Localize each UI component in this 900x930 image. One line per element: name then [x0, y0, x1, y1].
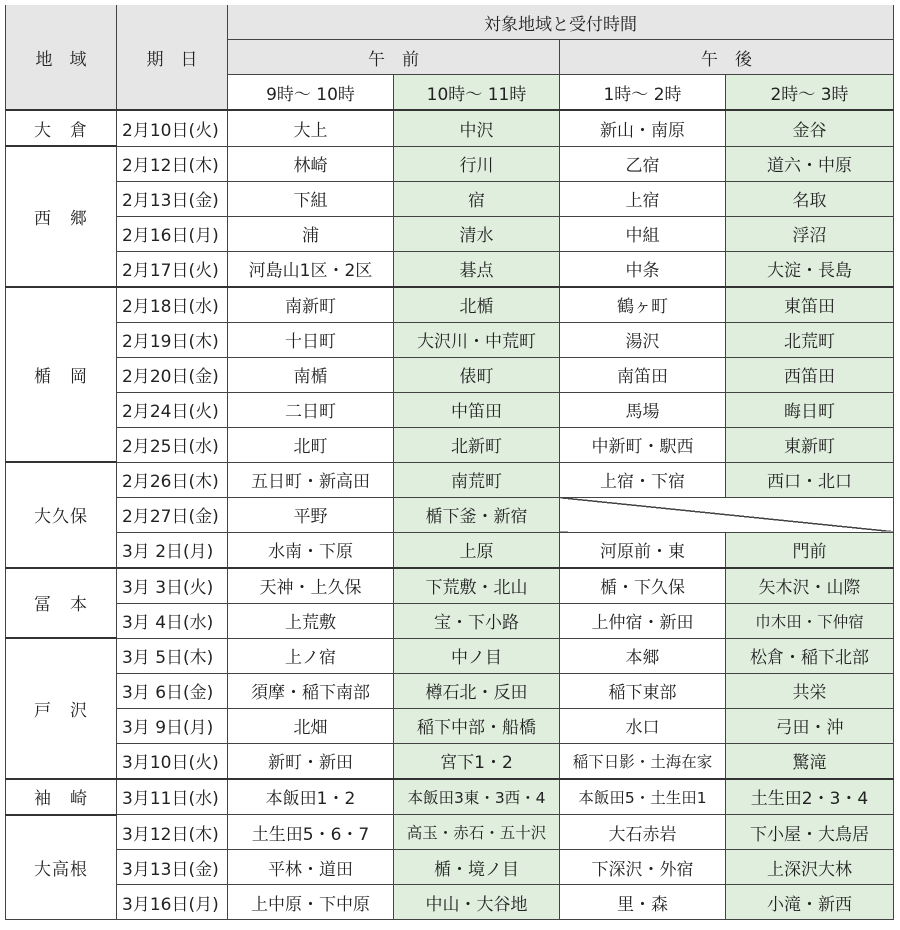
date-cell: 2月17日(火) — [117, 251, 228, 287]
date-cell: 3月12日(木) — [117, 815, 228, 850]
table-row — [6, 568, 894, 604]
table-row — [6, 779, 894, 815]
table-row — [6, 181, 894, 216]
date-cell: 3月 5日(木) — [117, 638, 228, 673]
slot-am2: 北新町 — [394, 427, 560, 462]
slot-am2: 碁点 — [394, 251, 560, 287]
slot-pm2: 松倉・稲下北部 — [726, 638, 894, 673]
table-row — [6, 743, 894, 779]
slot-am1: 上中原・下中原 — [228, 885, 394, 920]
slot-am1: 上ノ宿 — [228, 638, 394, 673]
slot-pm2: 土生田2・3・4 — [726, 779, 894, 815]
slot-am2: 宮下1・2 — [394, 743, 560, 779]
area-tateoka: 楯 岡 — [6, 287, 117, 463]
table-row — [6, 427, 894, 462]
table-row — [6, 216, 894, 251]
slot-pm2: 共栄 — [726, 673, 894, 708]
slot-pm1: 鶴ヶ町 — [560, 287, 726, 323]
date-cell: 2月26日(木) — [117, 462, 228, 497]
slot-am1: 新町・新田 — [228, 743, 394, 779]
slot-am1: 須摩・稲下南部 — [228, 673, 394, 708]
area-otakane: 大高根 — [6, 815, 117, 920]
slot-pm1: 里・森 — [560, 885, 726, 920]
slot-am2: 楯下釜・新宿 — [394, 497, 560, 532]
slot-pm2: 門前 — [726, 532, 894, 568]
date-cell: 2月24日(火) — [117, 392, 228, 427]
slot-pm1: 下深沢・外宿 — [560, 850, 726, 885]
date-cell: 3月13日(金) — [117, 850, 228, 885]
slot-am1: 上荒敷 — [228, 603, 394, 638]
slot-pm1: 中新町・駅西 — [560, 427, 726, 462]
slot-am1: 本飯田1・2 — [228, 779, 394, 815]
date-cell: 3月 2日(月) — [117, 532, 228, 568]
table-row — [6, 532, 894, 568]
slot-pm2: 矢木沢・山際 — [726, 568, 894, 604]
table-row — [6, 497, 894, 532]
table-row — [6, 462, 894, 497]
area-okura: 大 倉 — [6, 110, 117, 146]
slot-pm2: 巾木田・下仲宿 — [726, 603, 894, 638]
slot-am2: 稲下中部・船橋 — [394, 708, 560, 743]
slot-am1: 五日町・新高田 — [228, 462, 394, 497]
slot-pm2: 上深沢大林 — [726, 850, 894, 885]
table-row — [6, 850, 894, 885]
slot-pm2: 小滝・新西 — [726, 885, 894, 920]
slot-am2: 樽石北・反田 — [394, 673, 560, 708]
slot-pm1: 大石赤岩 — [560, 815, 726, 850]
slot-am1: 北町 — [228, 427, 394, 462]
header-time-4: 2時～ 3時 — [726, 75, 894, 111]
date-cell: 2月18日(水) — [117, 287, 228, 323]
slot-pm2: 名取 — [726, 181, 894, 216]
slot-am2: 下荒敷・北山 — [394, 568, 560, 604]
date-cell: 2月27日(金) — [117, 497, 228, 532]
table-row — [6, 638, 894, 673]
slot-pm1: 馬場 — [560, 392, 726, 427]
table-row — [6, 110, 894, 146]
slot-pm1: 上宿 — [560, 181, 726, 216]
date-cell: 3月 3日(火) — [117, 568, 228, 604]
slot-am1: 河島山1区・2区 — [228, 251, 394, 287]
slot-am1: 二日町 — [228, 392, 394, 427]
slot-am1: 平林・道田 — [228, 850, 394, 885]
slot-pm2: 東新町 — [726, 427, 894, 462]
slot-am1: 南新町 — [228, 287, 394, 323]
slot-pm2: 下小屋・大鳥居 — [726, 815, 894, 850]
slot-am1: 下組 — [228, 181, 394, 216]
slot-pm1: 本飯田5・土生田1 — [560, 779, 726, 815]
slot-am2: 楯・境ノ目 — [394, 850, 560, 885]
date-cell: 2月19日(木) — [117, 322, 228, 357]
slot-pm1: 河原前・東 — [560, 532, 726, 568]
header-area: 地 域 — [6, 5, 117, 110]
table-row — [6, 392, 894, 427]
slot-am1: 土生田5・6・7 — [228, 815, 394, 850]
date-cell: 3月10日(火) — [117, 743, 228, 779]
slot-am2: 中ノ目 — [394, 638, 560, 673]
date-cell: 2月12日(木) — [117, 146, 228, 181]
area-saigo: 西 郷 — [6, 146, 117, 287]
table-row — [6, 885, 894, 920]
date-cell: 3月 9日(月) — [117, 708, 228, 743]
slot-pm1: 乙宿 — [560, 146, 726, 181]
slot-pm2: 東笛田 — [726, 287, 894, 323]
slot-pm1: 楯・下久保 — [560, 568, 726, 604]
no-pm-slot-diagonal — [560, 497, 894, 532]
slot-am2: 南荒町 — [394, 462, 560, 497]
table-row — [6, 815, 894, 850]
table-row — [6, 251, 894, 287]
header-target-areas-times: 対象地域と受付時間 — [228, 5, 894, 40]
slot-pm1: 新山・南原 — [560, 110, 726, 146]
slot-pm2: 西笛田 — [726, 357, 894, 392]
slot-am2: 北楯 — [394, 287, 560, 323]
header-time-1: 9時～ 10時 — [228, 75, 394, 111]
slot-am2: 行川 — [394, 146, 560, 181]
date-cell: 2月13日(金) — [117, 181, 228, 216]
slot-pm1: 上宿・下宿 — [560, 462, 726, 497]
header-time-3: 1時～ 2時 — [560, 75, 726, 111]
slot-pm1: 湯沢 — [560, 322, 726, 357]
table-row — [6, 322, 894, 357]
slot-am1: 水南・下原 — [228, 532, 394, 568]
area-tozawa: 戸 沢 — [6, 638, 117, 779]
date-cell: 2月20日(金) — [117, 357, 228, 392]
slot-am1: 林崎 — [228, 146, 394, 181]
table-row — [6, 146, 894, 181]
slot-am1: 北畑 — [228, 708, 394, 743]
slot-am1: 十日町 — [228, 322, 394, 357]
date-cell: 2月25日(水) — [117, 427, 228, 462]
area-tomimoto: 冨 本 — [6, 568, 117, 639]
slot-pm2: 晦日町 — [726, 392, 894, 427]
slot-pm1: 稲下日影・土海在家 — [560, 743, 726, 779]
date-cell: 3月 4日(水) — [117, 603, 228, 638]
slot-am1: 平野 — [228, 497, 394, 532]
header-pm: 午 後 — [560, 40, 894, 75]
slot-pm2: 弓田・沖 — [726, 708, 894, 743]
date-cell: 2月10日(火) — [117, 110, 228, 146]
slot-am2: 大沢川・中荒町 — [394, 322, 560, 357]
table-row — [6, 287, 894, 323]
slot-am2: 宿 — [394, 181, 560, 216]
slot-am2: 俵町 — [394, 357, 560, 392]
slot-pm1: 本郷 — [560, 638, 726, 673]
slot-am2: 清水 — [394, 216, 560, 251]
slot-am2: 中山・大谷地 — [394, 885, 560, 920]
date-cell: 3月 6日(金) — [117, 673, 228, 708]
slot-pm1: 稲下東部 — [560, 673, 726, 708]
slot-pm2: 北荒町 — [726, 322, 894, 357]
slot-pm2: 西口・北口 — [726, 462, 894, 497]
slot-am2: 本飯田3東・3西・4 — [394, 779, 560, 815]
slot-pm1: 上仲宿・新田 — [560, 603, 726, 638]
slot-pm1: 南笛田 — [560, 357, 726, 392]
table-row — [6, 708, 894, 743]
header-date: 期 日 — [117, 5, 228, 110]
table-row — [6, 357, 894, 392]
slot-am1: 南楯 — [228, 357, 394, 392]
slot-pm2: 浮沼 — [726, 216, 894, 251]
area-sodesaki: 袖 崎 — [6, 779, 117, 815]
date-cell: 3月11日(水) — [117, 779, 228, 815]
schedule-table — [5, 5, 894, 920]
slot-am2: 中沢 — [394, 110, 560, 146]
header-am: 午 前 — [228, 40, 560, 75]
slot-pm2: 道六・中原 — [726, 146, 894, 181]
slot-am1: 天神・上久保 — [228, 568, 394, 604]
slot-pm1: 水口 — [560, 708, 726, 743]
header-time-2: 10時～ 11時 — [394, 75, 560, 111]
slot-pm1: 中条 — [560, 251, 726, 287]
table-row — [6, 673, 894, 708]
slot-am1: 大上 — [228, 110, 394, 146]
slot-pm2: 大淀・長島 — [726, 251, 894, 287]
table-row — [6, 603, 894, 638]
area-okubo: 大久保 — [6, 462, 117, 568]
slot-pm1: 中組 — [560, 216, 726, 251]
slot-am1: 浦 — [228, 216, 394, 251]
slot-pm2: 驚滝 — [726, 743, 894, 779]
date-cell: 3月16日(月) — [117, 885, 228, 920]
slot-am2: 宝・下小路 — [394, 603, 560, 638]
date-cell: 2月16日(月) — [117, 216, 228, 251]
slot-am2: 中笛田 — [394, 392, 560, 427]
slot-pm2: 金谷 — [726, 110, 894, 146]
slot-am2: 上原 — [394, 532, 560, 568]
slot-am2: 高玉・赤石・五十沢 — [394, 815, 560, 850]
